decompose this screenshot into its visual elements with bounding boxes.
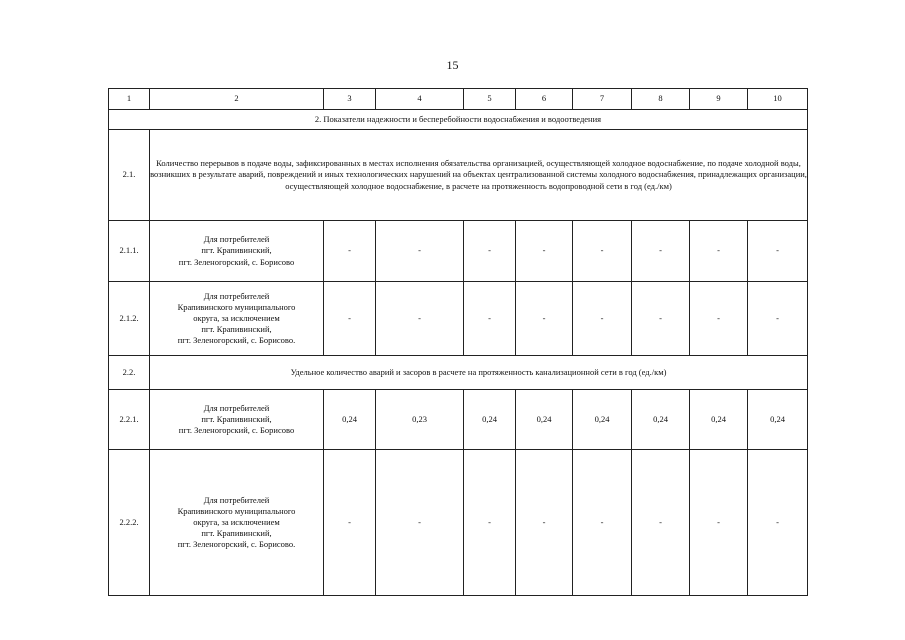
column-number: 10 [748,89,808,110]
column-number: 9 [690,89,748,110]
value-cell: 0,24 [748,390,808,450]
table-row [109,450,808,596]
indicator-description: Количество перерывов в подаче воды, зафиксированных в местах исполнения обязательства организацией, осуществляющей холодное водоснабжение, по подаче холодной воды, возникших в результате аварий, повреждений и иных технологических нарушений на объектах централизованной системы холодного водоснабжения, принадлежащих организации, осуществляющей холодное водоснабжение, в расчете на протяженность водопроводной сети в год (ед./км) [150,130,808,221]
value-cell: 0,24 [516,390,573,450]
description-line: округа, за исключением [193,516,280,527]
value-cell: - [690,221,748,282]
table-row [109,221,808,282]
value-cell: - [748,282,808,356]
value-cell: - [376,450,464,596]
description-line: Крапивинского муниципального [177,505,296,516]
column-number: 6 [516,89,573,110]
value-cell: 0,24 [632,390,690,450]
column-number: 8 [632,89,690,110]
description-line: пгт. Зеленогорский, с. Борисово [178,256,295,267]
column-number: 2 [150,89,324,110]
table-row [109,130,808,221]
value-cell: - [376,221,464,282]
description-line: пгт. Зеленогорский, с. Борисово. [177,539,296,550]
value-cell: - [632,221,690,282]
value-cell: - [516,450,573,596]
value-cell: - [516,221,573,282]
value-cell: - [464,221,516,282]
value-cell: 0,24 [324,390,376,450]
description-line: Для потребителей [203,402,270,413]
table-row [109,390,808,450]
description-line: пгт. Крапивинский, [201,245,272,256]
section-title: 2. Показатели надежности и бесперебойности водоснабжения и водоотведения [109,110,808,130]
value-cell: - [748,221,808,282]
table-row [109,282,808,356]
column-number: 3 [324,89,376,110]
value-cell: - [324,282,376,356]
table-row [109,356,808,390]
value-cell: 0,24 [464,390,516,450]
row-number: 2.1.1. [109,221,150,282]
value-cell: - [324,221,376,282]
description-line: Для потребителей [203,234,270,245]
row-number: 2.2.1. [109,390,150,450]
description-line: пгт. Крапивинский, [201,324,272,335]
consumer-description [150,221,324,282]
value-cell: 0,24 [690,390,748,450]
column-number: 1 [109,89,150,110]
consumer-description [150,390,324,450]
value-cell: - [690,450,748,596]
description-line: округа, за исключением [193,312,280,323]
consumer-description [150,450,324,596]
value-cell: - [464,450,516,596]
value-cell: - [632,450,690,596]
value-cell: - [324,450,376,596]
indicators-table [108,88,808,596]
value-cell: - [690,282,748,356]
description-line: Крапивинского муниципального [177,301,296,312]
value-cell: - [464,282,516,356]
column-number: 4 [376,89,464,110]
value-cell: - [573,221,632,282]
description-line: Для потребителей [203,290,270,301]
description-line: пгт. Зеленогорский, с. Борисово [178,425,295,436]
row-number: 2.2. [109,356,150,390]
row-number: 2.1.2. [109,282,150,356]
indicator-description: Удельное количество аварий и засоров в расчете на протяженность канализационной сети в год (ед./км) [150,356,808,390]
description-line: пгт. Зеленогорский, с. Борисово. [177,335,296,346]
value-cell: 0,24 [573,390,632,450]
page-number: 15 [446,58,459,72]
value-cell: - [573,282,632,356]
column-number: 7 [573,89,632,110]
description-line: пгт. Крапивинский, [201,528,272,539]
value-cell: - [632,282,690,356]
column-number: 5 [464,89,516,110]
column-number-row [109,89,808,110]
value-cell: - [748,450,808,596]
section-heading-row [109,110,808,130]
row-number: 2.1. [109,130,150,221]
description-line: пгт. Крапивинский, [201,413,272,424]
value-cell: - [376,282,464,356]
consumer-description [150,282,324,356]
value-cell: 0,23 [376,390,464,450]
value-cell: - [516,282,573,356]
value-cell: - [573,450,632,596]
description-line: Для потребителей [203,494,270,505]
row-number: 2.2.2. [109,450,150,596]
